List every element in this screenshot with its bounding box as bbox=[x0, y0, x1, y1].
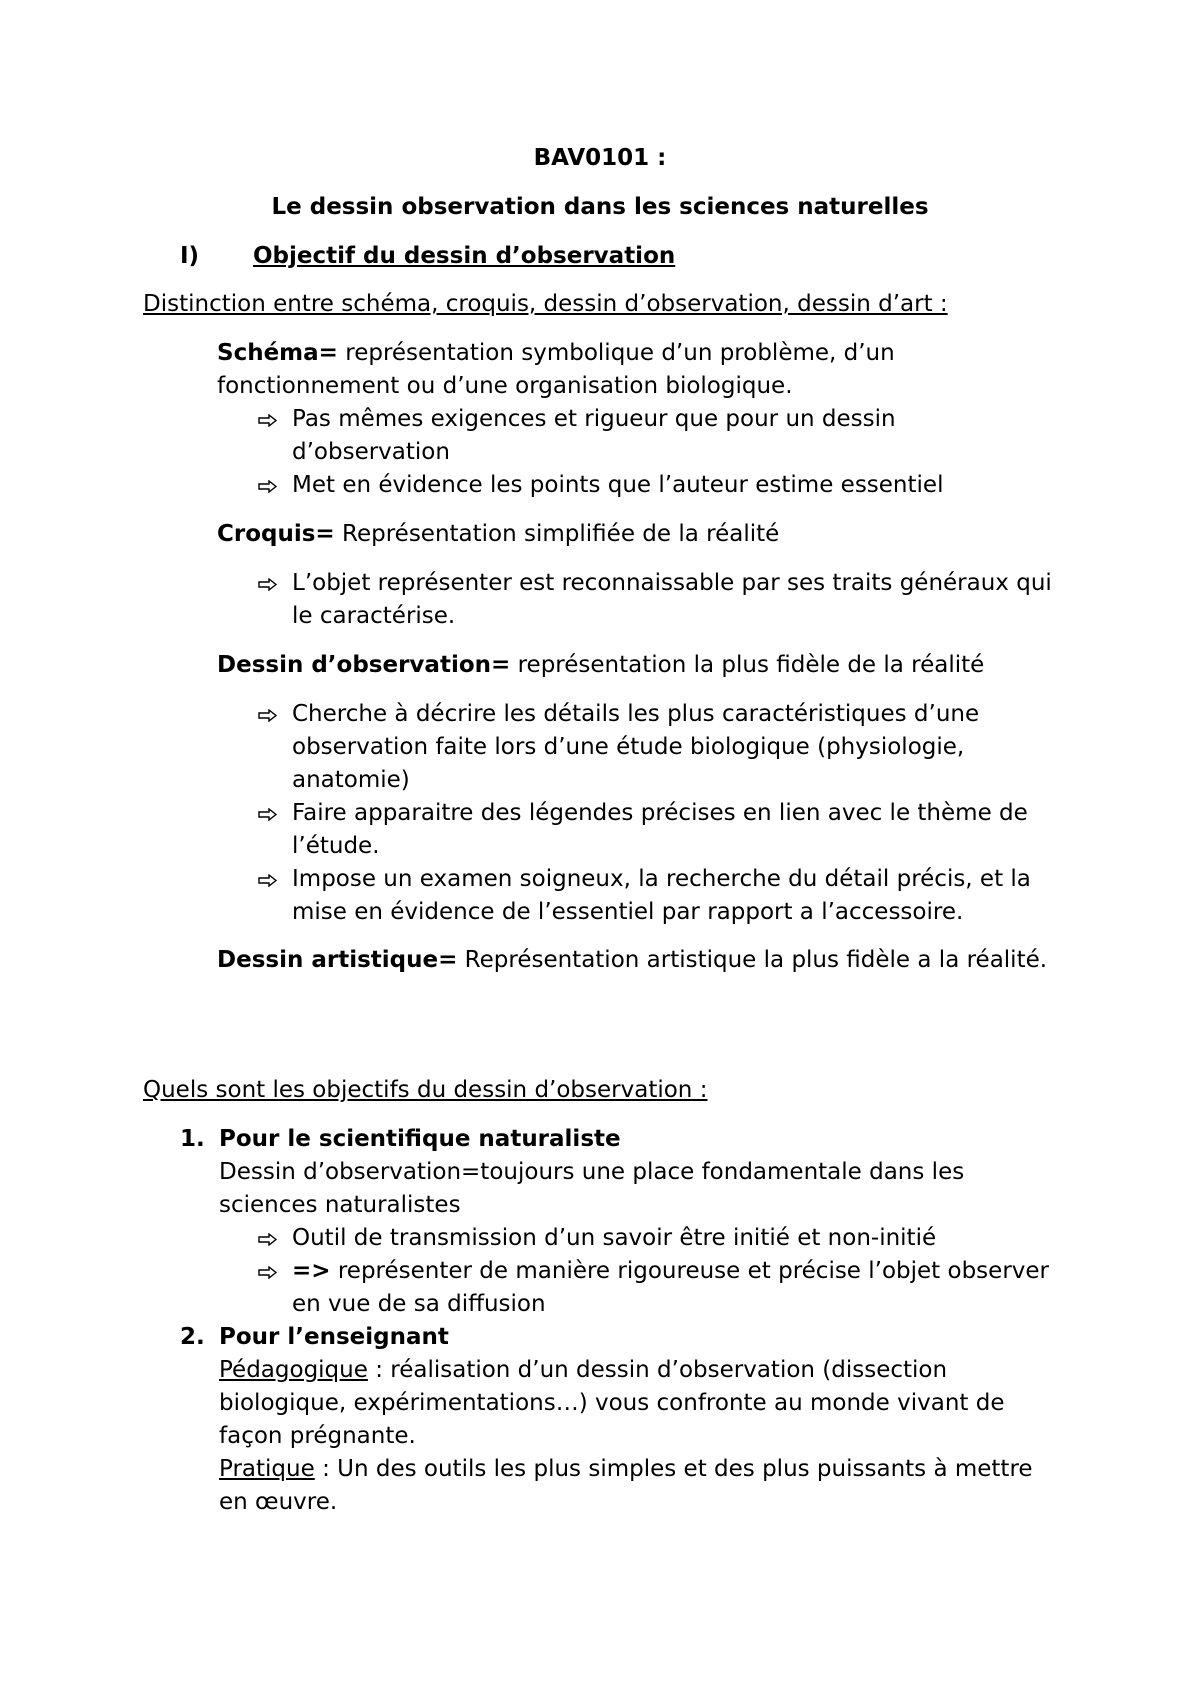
schema-bullet-2: Met en évidence les points que l’auteur estime essentiel bbox=[258, 469, 1058, 502]
implies-symbol: => bbox=[292, 1258, 331, 1284]
arrow-icon bbox=[258, 1255, 282, 1279]
arrow-icon bbox=[258, 797, 282, 821]
objectives-question: Quels sont les objectifs du dessin d’observation : bbox=[143, 1077, 708, 1103]
numbered-item-2 bbox=[180, 1321, 1060, 1519]
section-heading: Objectif du dessin d’observation bbox=[253, 243, 676, 269]
pratique-label: Pratique bbox=[219, 1456, 315, 1482]
observation-term: Dessin d’observation= bbox=[217, 652, 511, 678]
observation-definition bbox=[217, 649, 1057, 682]
artistique-text: Représentation artistique la plus fidèle a la réalité. bbox=[457, 947, 1048, 973]
arrow-icon bbox=[258, 567, 282, 591]
pratique-paragraph: Pratique : Un des outils les plus simples et des plus puissants à mettre en œuvre. bbox=[219, 1456, 1033, 1515]
observation-text: représentation la plus fidèle de la réalité bbox=[510, 652, 985, 678]
arrow-icon bbox=[258, 863, 282, 887]
scientist-bullet-1: Outil de transmission d’un savoir être initié et non-initié bbox=[258, 1222, 1058, 1255]
distinction-line: Distinction entre schéma, croquis, dessin d’observation, dessin d’art : bbox=[143, 291, 948, 317]
croquis-text: Représentation simplifiée de la réalité bbox=[334, 521, 780, 547]
observation-bullet-1: Cherche à décrire les détails les plus caractéristiques d’une observation faite lors d’une étude biologique (physiologie, anatomie) bbox=[258, 698, 1058, 797]
schema-term: Schéma= bbox=[217, 340, 338, 366]
document-title: Le dessin observation dans les sciences naturelles bbox=[271, 194, 929, 220]
item-number: 2. bbox=[180, 1324, 205, 1350]
pedagogique-label: Pédagogique bbox=[219, 1357, 368, 1383]
scientist-bullet-2: => représenter de manière rigoureuse et précise l’objet observer en vue de sa diffusion bbox=[258, 1255, 1058, 1321]
observation-bullet-3: Impose un examen soigneux, la recherche du détail précis, et la mise en évidence de l’essentiel par rapport a l’accessoire. bbox=[258, 863, 1058, 929]
croquis-term: Croquis= bbox=[217, 521, 335, 547]
item-heading: Pour le scientifique naturaliste bbox=[219, 1126, 621, 1152]
schema-definition bbox=[217, 337, 1057, 403]
pedagogique-paragraph: Pédagogique : réalisation d’un dessin d’observation (dissection biologique, expérimentations…) vous confronte au monde vivant de façon prégnante. bbox=[219, 1357, 1005, 1449]
item-number: 1. bbox=[180, 1126, 205, 1152]
numbered-item-1 bbox=[180, 1123, 1060, 1222]
observation-bullet-2: Faire apparaitre des légendes précises en lien avec le thème de l’étude. bbox=[258, 797, 1058, 863]
croquis-definition bbox=[217, 518, 1057, 551]
item-heading: Pour l’enseignant bbox=[219, 1324, 449, 1350]
arrow-icon bbox=[258, 1222, 282, 1246]
artistique-definition bbox=[217, 944, 1057, 977]
section-number: I) bbox=[180, 243, 200, 269]
item-text: Dessin d’observation=toujours une place fondamentale dans les sciences naturalistes bbox=[219, 1159, 965, 1218]
arrow-icon bbox=[258, 698, 282, 722]
artistique-term: Dessin artistique= bbox=[217, 947, 458, 973]
arrow-icon bbox=[258, 469, 282, 493]
schema-text: représentation symbolique d’un problème, d’un fonctionnement ou d’une organisation biologique. bbox=[217, 340, 895, 399]
croquis-bullet-1: L’objet représenter est reconnaissable par ses traits généraux qui le caractérise. bbox=[258, 567, 1058, 633]
arrow-icon bbox=[258, 403, 282, 427]
schema-bullet-1: Pas mêmes exigences et rigueur que pour un dessin d’observation bbox=[258, 403, 1058, 469]
document-code: BAV0101 : bbox=[533, 145, 667, 171]
